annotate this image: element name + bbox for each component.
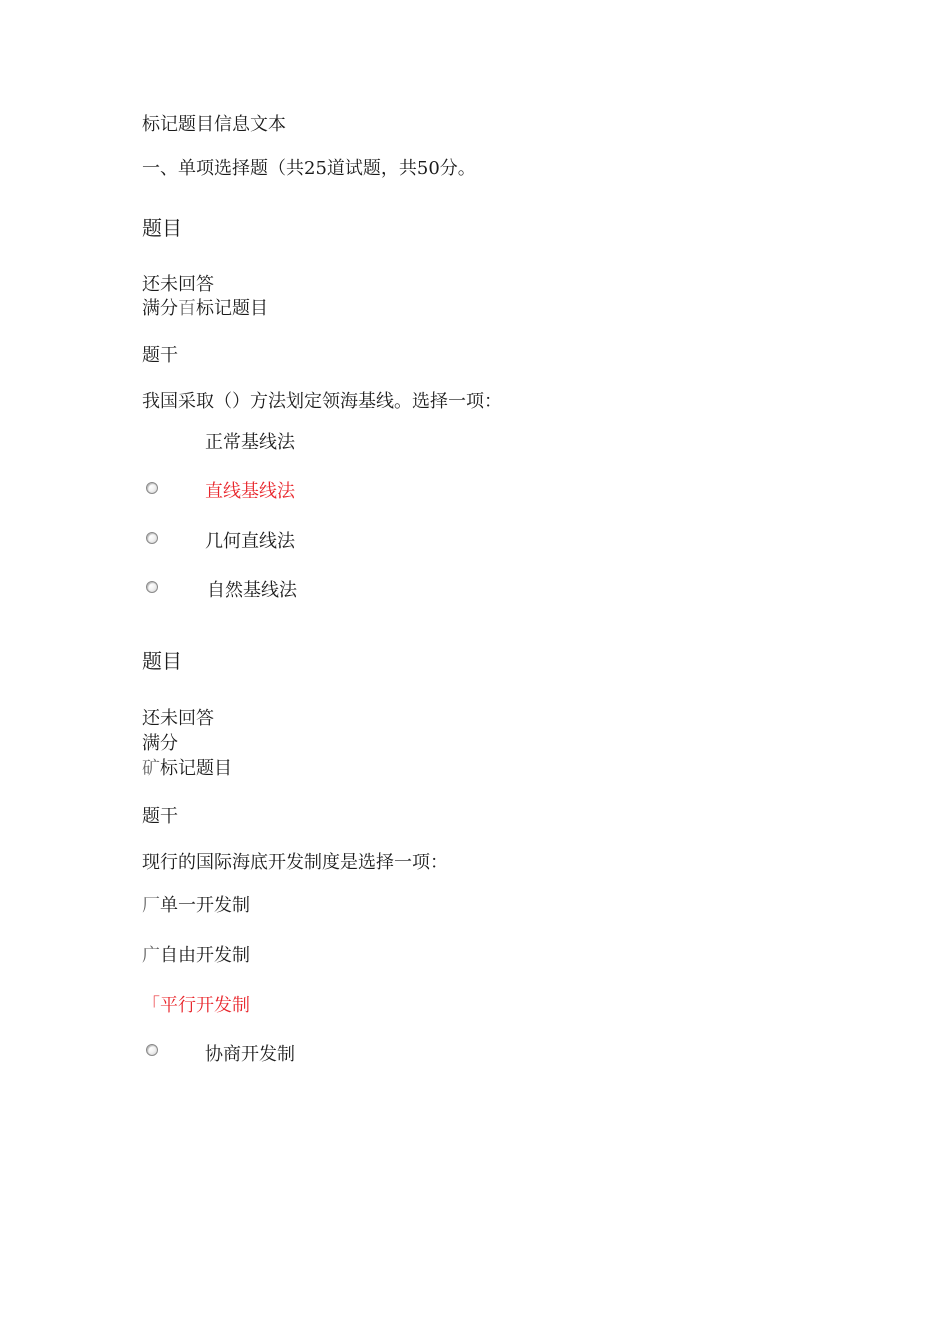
option-a[interactable]: 正常基线法 xyxy=(205,432,295,453)
question-status: 还未回答 xyxy=(142,274,214,295)
option-c[interactable]: 几何直线法 xyxy=(205,531,295,552)
flag-question-link[interactable]: 标记题目 xyxy=(196,298,268,319)
option-d[interactable]: 协商开发制 xyxy=(205,1044,295,1065)
radio-glyph: 广 xyxy=(142,945,160,966)
radio-glyph: 厂 xyxy=(142,895,160,916)
option-a[interactable] xyxy=(142,895,250,917)
score-flag-line xyxy=(142,298,268,320)
option-b[interactable] xyxy=(142,945,250,967)
option-c[interactable] xyxy=(142,995,250,1017)
flag-glyph: 矿 xyxy=(142,758,160,779)
radio-glyph: 「 xyxy=(142,995,160,1016)
option-b[interactable]: 直线基线法 xyxy=(205,481,295,502)
radio-button[interactable] xyxy=(146,1044,158,1056)
option-label: 单一开发制 xyxy=(160,895,250,916)
question-status: 还未回答 xyxy=(142,708,214,729)
stem-label: 题干 xyxy=(142,345,178,366)
section-title: 一、单项选择题（共25道试题，共50分。 xyxy=(142,158,476,179)
flag-glyph: 百 xyxy=(178,298,196,319)
question-heading: 题目 xyxy=(142,216,182,240)
radio-button[interactable] xyxy=(146,482,158,494)
flag-question-link[interactable]: 标记题目 xyxy=(160,758,232,779)
question-heading: 题目 xyxy=(142,649,182,673)
option-label: 平行开发制 xyxy=(160,995,250,1016)
option-d[interactable]: 自然基线法 xyxy=(207,580,297,601)
radio-button[interactable] xyxy=(146,532,158,544)
question-stem: 我国采取（）方法划定领海基线。选择一项： xyxy=(142,391,502,412)
option-label: 自由开发制 xyxy=(160,945,250,966)
mark-title: 标记题目信息文本 xyxy=(142,114,286,135)
stem-label: 题干 xyxy=(142,806,178,827)
flag-line xyxy=(142,758,232,780)
score-label: 满分 xyxy=(142,733,178,754)
score-label: 满分 xyxy=(142,298,178,319)
radio-button[interactable] xyxy=(146,581,158,593)
question-stem: 现行的国际海底开发制度是选择一项： xyxy=(142,852,448,873)
